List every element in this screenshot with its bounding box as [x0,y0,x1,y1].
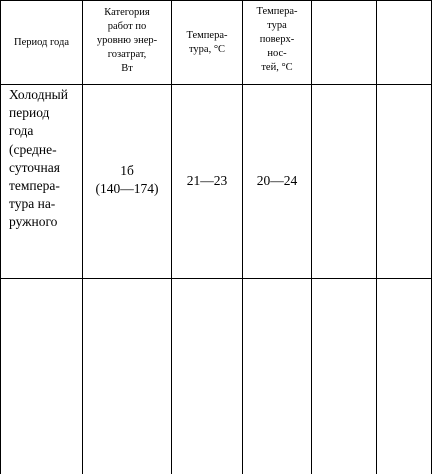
row-category-range: (140—174) [95,181,159,196]
row-category-cell [83,160,171,200]
header-category [83,1,171,84]
header-surface-temperature [243,1,311,84]
header-period [1,1,82,84]
row-period-line: ружного [9,214,58,230]
row-period-line: период [9,105,50,121]
header-surface-line: тура [267,19,287,31]
row-category-value: 1б [120,163,134,178]
row-surface-temperature-cell [243,172,311,190]
row-period-line: (средне- [9,141,57,157]
header-temperature [172,1,242,84]
header-surface-line: тей, °С [261,61,293,73]
header-category-line: Вт [121,62,133,74]
header-surface-line: нос- [267,47,287,59]
header-surface-line: поверх- [259,33,295,45]
row-temperature-value: 21—23 [186,173,228,188]
header-temperature-line: Темпера- [186,29,228,41]
row-period-cell [9,86,81,230]
row-period-line: Холодный [9,87,68,102]
row-period-line: темпера- [9,178,60,194]
header-period-label: Период года [13,36,70,48]
header-category-line: гозатрат, [107,48,147,60]
row-period-line: тура на- [9,196,56,212]
row-divider [0,278,432,279]
header-category-line: работ по [107,20,147,32]
header-temperature-line: тура, °С [188,43,226,55]
row-surface-temperature-value: 20—24 [256,173,298,188]
row-period-line: суточная [9,159,60,175]
header-category-line: Категория [104,6,150,18]
header-row-divider [0,84,432,85]
row-temperature-cell [172,172,242,190]
header-empty-6 [377,1,431,84]
row-period-line: года [9,123,34,139]
header-category-line: уровню энер- [96,34,158,46]
header-empty-5 [312,1,376,84]
header-surface-line: Темпера- [256,5,298,17]
